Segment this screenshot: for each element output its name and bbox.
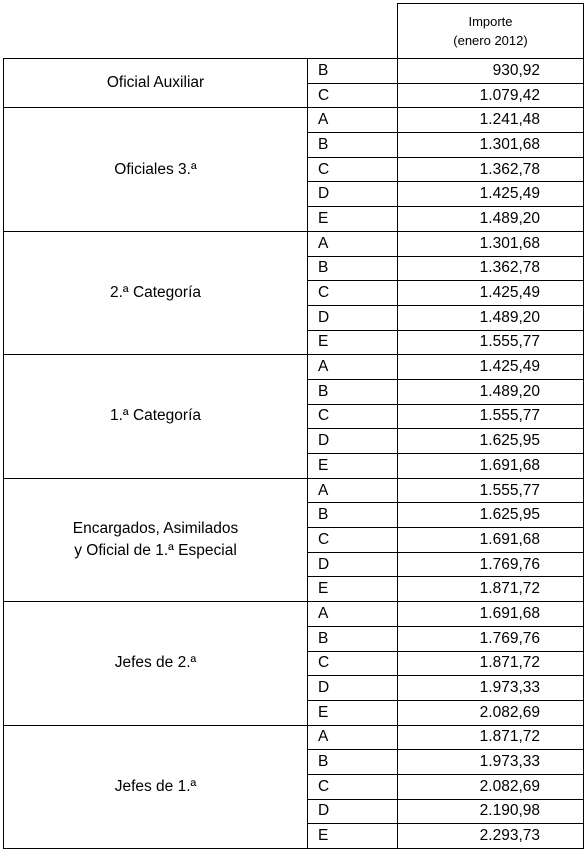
amount-cell: 1.489,20 bbox=[398, 379, 584, 404]
table-body bbox=[4, 59, 584, 849]
table-row bbox=[4, 59, 584, 84]
category-name: Encargados, Asimilados bbox=[72, 519, 239, 537]
level-cell: B bbox=[308, 379, 398, 404]
level-cell: B bbox=[308, 59, 398, 84]
level-cell: B bbox=[308, 503, 398, 528]
amount-cell: 1.691,68 bbox=[398, 454, 584, 479]
level-cell: C bbox=[308, 157, 398, 182]
level-cell: D bbox=[308, 429, 398, 454]
category-name: Oficiales 3.ª bbox=[114, 160, 197, 178]
category-name: Jefes de 2.ª bbox=[114, 654, 197, 672]
amount-cell: 1.489,20 bbox=[398, 305, 584, 330]
category-name: 2.ª Categoría bbox=[109, 284, 202, 302]
level-cell: D bbox=[308, 676, 398, 701]
amount-cell: 1.973,33 bbox=[398, 676, 584, 701]
table-row bbox=[4, 355, 584, 380]
amount-cell: 1.362,78 bbox=[398, 157, 584, 182]
amount-cell: 1.425,49 bbox=[398, 281, 584, 306]
category-cell bbox=[4, 108, 308, 231]
amount-cell: 1.973,33 bbox=[398, 750, 584, 775]
table-row bbox=[4, 725, 584, 750]
header-blank-cell bbox=[4, 4, 398, 59]
header-row bbox=[4, 4, 584, 59]
level-cell: B bbox=[308, 133, 398, 158]
category-cell bbox=[4, 231, 308, 354]
category-cell bbox=[4, 725, 308, 848]
amount-cell: 1.241,48 bbox=[398, 108, 584, 133]
level-cell: D bbox=[308, 305, 398, 330]
level-cell: D bbox=[308, 182, 398, 207]
level-cell: D bbox=[308, 552, 398, 577]
level-cell: E bbox=[308, 330, 398, 355]
amount-cell: 1.555,77 bbox=[398, 404, 584, 429]
amount-cell: 1.625,95 bbox=[398, 429, 584, 454]
level-cell: C bbox=[308, 404, 398, 429]
header-importe-period: (enero 2012) bbox=[453, 33, 528, 48]
amount-cell: 1.769,76 bbox=[398, 626, 584, 651]
category-name: Jefes de 1.ª bbox=[114, 777, 197, 795]
level-cell: E bbox=[308, 207, 398, 232]
level-cell: D bbox=[308, 799, 398, 824]
level-cell: A bbox=[308, 355, 398, 380]
level-cell: C bbox=[308, 528, 398, 553]
amount-cell: 1.625,95 bbox=[398, 503, 584, 528]
level-cell: E bbox=[308, 577, 398, 602]
level-cell: C bbox=[308, 83, 398, 108]
amount-cell: 1.871,72 bbox=[398, 651, 584, 676]
amount-cell: 2.082,69 bbox=[398, 700, 584, 725]
amount-cell: 1.555,77 bbox=[398, 478, 584, 503]
amount-cell: 1.555,77 bbox=[398, 330, 584, 355]
level-cell: E bbox=[308, 700, 398, 725]
amount-cell: 1.425,49 bbox=[398, 355, 584, 380]
amount-cell: 1.769,76 bbox=[398, 552, 584, 577]
amount-cell: 1.301,68 bbox=[398, 231, 584, 256]
category-name: Oficial Auxiliar bbox=[106, 74, 205, 92]
level-cell: B bbox=[308, 256, 398, 281]
level-cell: E bbox=[308, 824, 398, 849]
table-row bbox=[4, 602, 584, 627]
category-cell bbox=[4, 59, 308, 108]
amount-cell: 1.425,49 bbox=[398, 182, 584, 207]
amount-cell: 1.362,78 bbox=[398, 256, 584, 281]
category-cell bbox=[4, 355, 308, 478]
level-cell: A bbox=[308, 231, 398, 256]
level-cell: A bbox=[308, 725, 398, 750]
salary-table bbox=[3, 3, 584, 849]
level-cell: A bbox=[308, 108, 398, 133]
table-row bbox=[4, 108, 584, 133]
level-cell: A bbox=[308, 602, 398, 627]
level-cell: A bbox=[308, 478, 398, 503]
amount-cell: 1.871,72 bbox=[398, 577, 584, 602]
category-cell bbox=[4, 602, 308, 725]
category-name: y Oficial de 1.ª Especial bbox=[74, 541, 237, 559]
amount-cell: 1.301,68 bbox=[398, 133, 584, 158]
amount-cell: 1.489,20 bbox=[398, 207, 584, 232]
table-row bbox=[4, 478, 584, 503]
table-row bbox=[4, 231, 584, 256]
header-importe bbox=[398, 4, 584, 59]
level-cell: B bbox=[308, 750, 398, 775]
level-cell: C bbox=[308, 651, 398, 676]
amount-cell: 2.190,98 bbox=[398, 799, 584, 824]
amount-cell: 930,92 bbox=[398, 59, 584, 84]
amount-cell: 2.293,73 bbox=[398, 824, 584, 849]
level-cell: B bbox=[308, 626, 398, 651]
level-cell: C bbox=[308, 281, 398, 306]
amount-cell: 1.871,72 bbox=[398, 725, 584, 750]
amount-cell: 1.691,68 bbox=[398, 602, 584, 627]
category-name: 1.ª Categoría bbox=[109, 407, 202, 425]
amount-cell: 1.079,42 bbox=[398, 83, 584, 108]
category-cell bbox=[4, 478, 308, 601]
amount-cell: 1.691,68 bbox=[398, 528, 584, 553]
level-cell: C bbox=[308, 774, 398, 799]
header-importe-label: Importe bbox=[468, 14, 513, 29]
level-cell: E bbox=[308, 454, 398, 479]
amount-cell: 2.082,69 bbox=[398, 774, 584, 799]
